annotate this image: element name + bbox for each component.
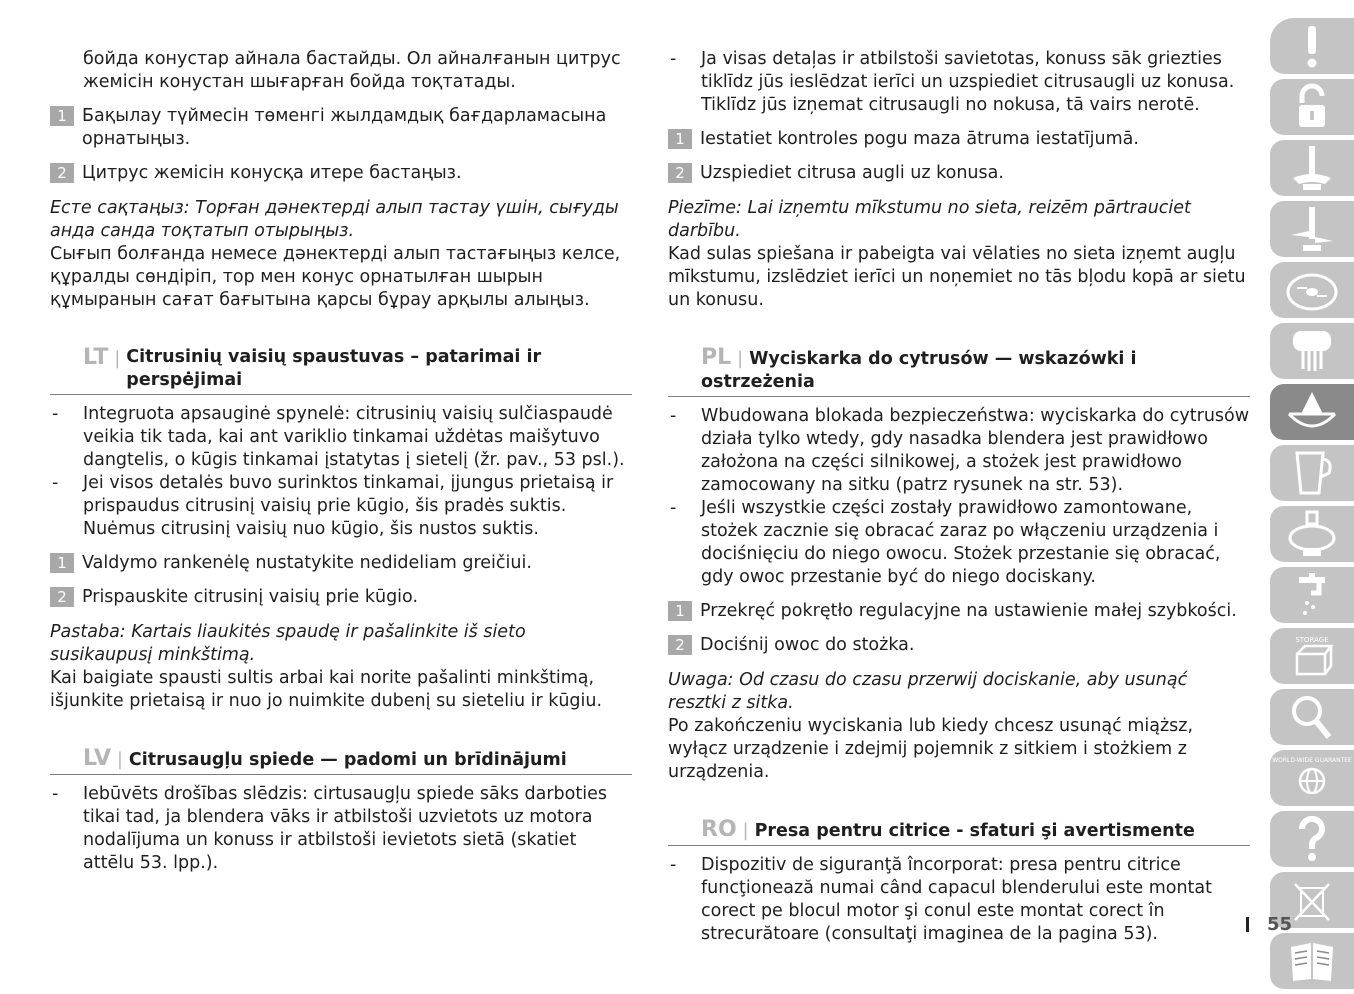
separator: | [114, 349, 121, 369]
note-body: Po zakończeniu wyciskania lub kiedy chcesz usunąć miąższ, wyłącz urządzenie i zdejmij pojemnik z sitkiem i stożkiem z urządzenia. [668, 716, 1194, 782]
bullet-item [668, 854, 1250, 946]
disc-icon [1285, 266, 1339, 314]
step-number: 2 [668, 163, 692, 183]
note-title: Uwaga: Od czasu do czasu przerwij dociskanie, aby usunąć resztki z sitka. [668, 670, 1188, 713]
step-item [668, 162, 1250, 185]
bullet-text: Integruota apsauginė spynelė: citrusinių vaisių sulčiaspaudė veikia tik tada, kai ant variklio tinkamai uždėtas maišytuvo dangtelis, o kūgis tinkamai įstatytas į sietelį (žr. pav., 53 psl.). [83, 404, 625, 470]
step-number: 1 [668, 129, 692, 149]
jug-icon [1285, 449, 1339, 497]
chopper-blade-icon [1285, 205, 1339, 253]
step-text: Przekręć pokrętło regulacyjne na ustawienie małej szybkości. [700, 601, 1237, 621]
bullet-item [668, 405, 1250, 497]
step-item [50, 586, 632, 609]
step-item [668, 128, 1250, 151]
page-number [1246, 913, 1292, 936]
note-body: Kai baigiate spausti sultis arbai kai norite pašalinti minkštimą, išjunkite prietaisą ir nuo jo nuimkite dubenį su sieteliu ir kūgiu. [50, 668, 603, 711]
page-bar [1246, 917, 1249, 932]
step-item [50, 552, 632, 575]
tab-disc[interactable] [1270, 262, 1354, 318]
note [668, 669, 1250, 784]
citrus-press-icon [1285, 388, 1339, 436]
bullet-item [668, 48, 1250, 117]
bullet-item [668, 497, 1250, 589]
tab-food-processor[interactable] [1270, 506, 1354, 562]
section-heading-ro [668, 818, 1250, 846]
section-heading-lv [50, 747, 632, 775]
bullet-text: Jeśli wszystkie części zostały prawidłowo zamontowane, stożek zacznie się obracać zaraz po włączeniu urządzenia i dociśnięciu do niego owocu. Stożek przestanie się obracać, gdy owoc przestanie być do niego dociskany. [701, 498, 1221, 587]
bullet-dash: - [670, 855, 677, 875]
bullet-dash: - [52, 473, 59, 493]
bullet-item [50, 403, 632, 472]
bullet-text: Iebūvēts drošības slēdzis: cirtusaugļu spiede sāks darboties tikai tad, ja blendera vāks ir atbilstoši uzvietots uz motora nodalījuma un konuss ir atbilstoši ievietots sietā (skatiet attēlu 53. lpp.). [83, 784, 607, 873]
note [50, 621, 632, 713]
tab-citrus-press[interactable] [1270, 384, 1354, 440]
note-title: Piezīme: Lai izņemtu mīkstumu no sieta, reizēm pārtrauciet darbību. [668, 198, 1191, 241]
section-code: RO [701, 817, 737, 842]
bullet-text: Dispozitiv de siguranţă încorporat: presa pentru citrice funcţionează numai când capacul blenderului este montat corect pe blocul motor şi conul este montat corect în strecurătoare (consultaţi imaginea de la pagina 53). [701, 855, 1212, 944]
step-number: 1 [668, 601, 692, 621]
bullet-text: Jei visos detalės buvo surinktos tinkamai, įjungus prietaisą ir prispaudus citrusinį vaisių prie kūgio, šis pradės suktis. Nuėmus citrusinį vaisių nuo kūgio, šis nustos suktis. [83, 473, 614, 539]
tab-warning[interactable] [1270, 18, 1354, 74]
question-icon [1285, 815, 1339, 863]
bullet-text: Wbudowana blokada bezpieczeństwa: wyciskarka do cytrusów działa tylko wtedy, gdy nasadka blendera jest prawidłowo założona na części silnikowej, a stożek jest prawidłowo zamocowany na sitku (patrz rysunek na str. 53). [701, 406, 1250, 495]
note-body: Kad sulas spiešana ir pabeigta vai vēlaties no sieta izņemt augļu mīkstumu, izslēdziet ierīci un noņemiet no tās bļodu kopā ar sietu un konusu. [668, 244, 1246, 310]
bullet-dash: - [670, 498, 677, 518]
separator: | [737, 349, 744, 369]
intro-text: бойда конустар айнала бастайды. Ол айналғанын цитрус жемісін конустан шығарған бойда тоқтатады. [83, 49, 621, 92]
worldwide-guarantee-icon [1272, 754, 1352, 802]
section-code: LV [83, 746, 112, 771]
section-code: PL [701, 345, 732, 370]
tab-blender-blade[interactable] [1270, 140, 1354, 196]
bullet-dash: - [670, 49, 677, 69]
chapter-tab-strip [1270, 18, 1354, 994]
manual-icon [1285, 937, 1339, 985]
step-text: Valdymo rankenėlę nustatykite nedideliam greičiui. [82, 553, 532, 573]
tab-cleaning[interactable] [1270, 567, 1354, 623]
step-item [50, 162, 632, 185]
note-title: Pastaba: Kartais liaukitės spaudę ir pašalinkite iš sieto susikaupusį minkštimą. [50, 622, 526, 665]
step-number: 1 [50, 106, 74, 126]
tab-troubleshooting-search[interactable] [1270, 689, 1354, 745]
warning-icon [1285, 22, 1339, 70]
left-column [50, 48, 632, 875]
tab-chopper-blade[interactable] [1270, 201, 1354, 257]
disposal-icon [1285, 876, 1339, 924]
separator: | [742, 821, 749, 841]
step-text: Бақылау түймесін төменгі жылдамдық бағдарламасына орнатыңыз. [82, 106, 607, 149]
tap-icon [1285, 571, 1339, 619]
right-column [668, 48, 1250, 946]
tab-guarantee[interactable] [1270, 750, 1354, 806]
storage-icon [1285, 632, 1339, 680]
section-title: Citrusinių vaisių spaustuvas – patarimai ir perspėjimai [126, 347, 542, 390]
section-code: LT [83, 345, 109, 370]
tab-jug[interactable] [1270, 445, 1354, 501]
step-item [668, 600, 1250, 623]
bullet-dash: - [52, 784, 59, 804]
food-processor-icon [1285, 510, 1339, 558]
section-title: Wyciskarka do cytrusów — wskazówki i ostrzeżenia [701, 349, 1137, 392]
note [668, 197, 1250, 312]
tab-faq[interactable] [1270, 811, 1354, 867]
bullet-dash: - [52, 404, 59, 424]
note-title: Есте сақтаңыз: Торған дәнектерді алып тастау үшін, сығуды анда санда тоқтатып отырыңыз. [50, 198, 619, 241]
step-item [50, 105, 632, 151]
bullet-item [50, 783, 632, 875]
step-text: Цитрус жемісін конусқа итере бастаңыз. [82, 163, 462, 183]
worldwide-label: WORLD-WIDE GUARANTEE [1272, 757, 1352, 764]
bullet-item [50, 472, 632, 541]
page-number-text: 55 [1267, 914, 1293, 935]
step-number: 2 [50, 587, 74, 607]
bullet-dash: - [670, 406, 677, 426]
bullet-text: Ja visas detaļas ir atbilstoši savietotas, konuss sāk griezties tiklīdz jūs ieslēdzat ierīci un uzspiediet citrusaugli uz konusa. Tiklīdz jūs izņemat citrusaugli no nokusa, tā vairs nerotē. [701, 49, 1235, 115]
step-text: Uzspiediet citrusa augli uz konusa. [700, 163, 1004, 183]
note [50, 197, 632, 312]
tab-kneading-hooks[interactable] [1270, 323, 1354, 379]
step-number: 2 [668, 635, 692, 655]
tab-unlock[interactable] [1270, 79, 1354, 135]
section-title: Presa pentru citrice - sfaturi şi avertismente [754, 821, 1195, 841]
separator: | [117, 750, 123, 770]
tab-manual[interactable] [1270, 933, 1354, 989]
step-text: Prispauskite citrusinį vaisių prie kūgio. [82, 587, 419, 607]
step-text: Iestatiet kontroles pogu maza ātruma iestatījumā. [700, 129, 1139, 149]
kneading-hooks-icon [1285, 327, 1339, 375]
section-heading-lt [50, 346, 632, 395]
search-icon [1285, 693, 1339, 741]
note-body: Сығып болғанда немесе дәнектерді алып тастағыңыз келсе, құралды сөндіріп, тор мен конус орнатылған шырын құмыранын сағат бағытына қарсы бұрау арқылы алыңыз. [50, 244, 621, 310]
tab-storage[interactable] [1270, 628, 1354, 684]
step-item [668, 634, 1250, 657]
step-text: Dociśnij owoc do stożka. [700, 635, 915, 655]
step-number: 1 [50, 553, 74, 573]
step-number: 2 [50, 163, 74, 183]
blender-blade-icon [1285, 144, 1339, 192]
storage-label: STORAGE [1295, 636, 1329, 644]
unlock-icon [1285, 83, 1339, 131]
section-heading-pl [668, 346, 1250, 397]
section-title: Citrusaugļu spiede — padomi un brīdinājumi [128, 750, 567, 770]
